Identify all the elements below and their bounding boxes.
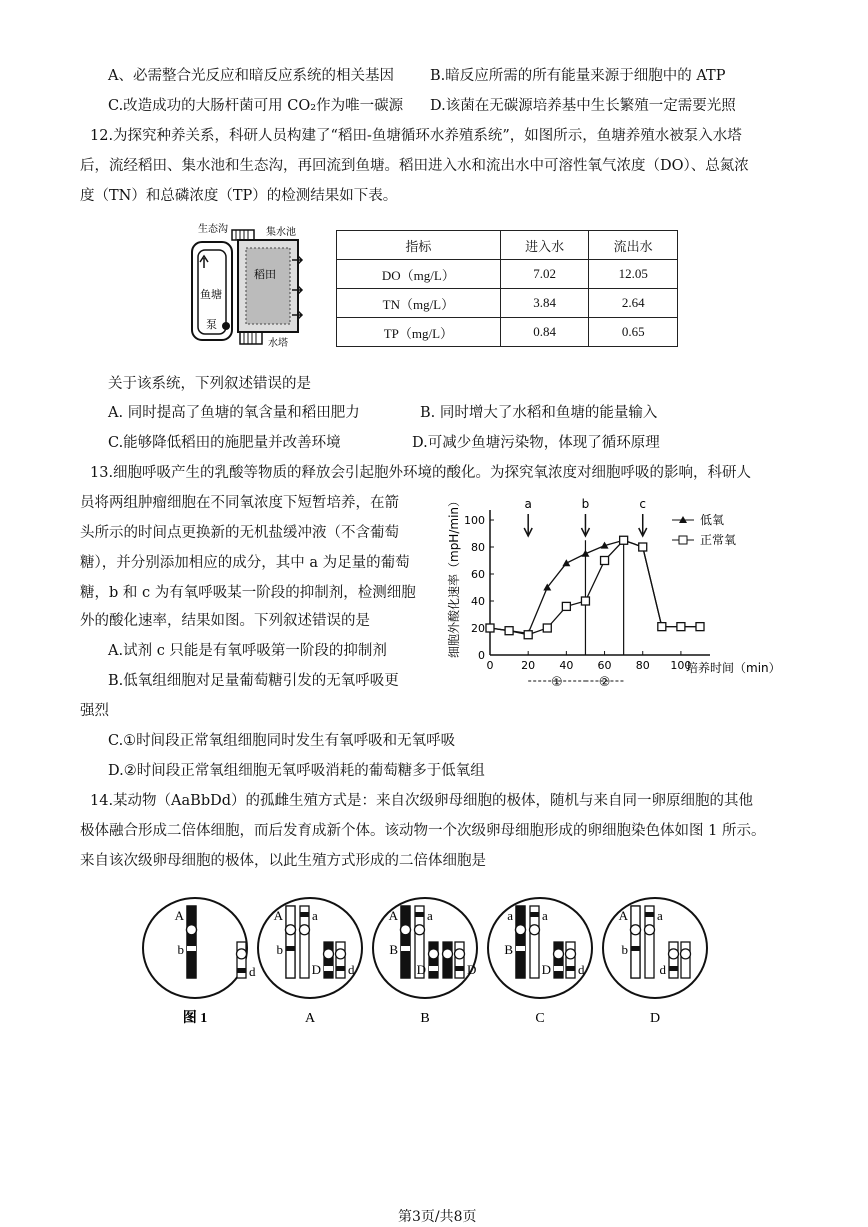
y-tick-label: 20: [471, 622, 485, 635]
square-point: [658, 623, 666, 631]
water-quality-table: [336, 230, 678, 347]
gene-band: [530, 912, 539, 917]
gene-band: [645, 912, 654, 917]
chromosome: [324, 942, 333, 978]
q13-option-d: D.②时间段正常氧组细胞无氧呼吸消耗的葡萄糖多于低氧组: [108, 763, 485, 779]
chromosome: [443, 942, 452, 978]
square-point: [562, 602, 570, 610]
cell-figure-A: [258, 898, 362, 1026]
x-tick-label: 60: [597, 659, 612, 672]
series-line-normal-oxygen: [490, 540, 700, 635]
q14-stem-2: 极体融合形成二倍体细胞，而后发育成新个体。该动物一个次级卵母细胞形成的卵细胞染色体如图 1 所示。: [80, 823, 766, 839]
y-tick-label: 60: [471, 568, 485, 581]
q13-stem-1: 13.细胞呼吸产生的乳酸等物质的释放会引起胞外环境的酸化。为探究氧浓度对细胞呼吸的影响，科研人: [90, 465, 752, 481]
gene-label: a: [312, 908, 318, 923]
gene-band: [566, 966, 575, 971]
table-cell: TP（mg/L）: [337, 318, 501, 347]
table-row: [337, 260, 678, 289]
gene-label: a: [427, 908, 433, 923]
centromere: [336, 949, 346, 959]
y-tick-label: 0: [478, 649, 485, 662]
q12-stem-3: 度（TN）和总磷浓度（TP）的检测结果如下表。: [80, 188, 398, 204]
centromere: [566, 949, 576, 959]
page-number: 第3页/共8页: [398, 1209, 477, 1225]
square-point: [543, 624, 551, 632]
arrow-label: c: [639, 497, 647, 511]
gene-label: a: [542, 908, 548, 923]
gene-label: A: [273, 908, 283, 923]
x-tick-label: 40: [559, 659, 574, 672]
gene-label: b: [621, 942, 628, 957]
q11-option-c: C.改造成功的大肠杆菌可用 CO₂作为唯一碳源: [108, 98, 404, 114]
chromosome: [429, 942, 438, 978]
x-tick-label: 20: [521, 659, 536, 672]
x-tick-label: 80: [635, 659, 650, 672]
chromosome: [669, 942, 678, 978]
centromere: [443, 949, 453, 959]
table-cell: TN（mg/L）: [337, 289, 501, 318]
centromere: [631, 925, 641, 935]
centromere: [324, 949, 334, 959]
square-point: [696, 623, 704, 631]
centromere: [530, 925, 540, 935]
centromere: [681, 949, 691, 959]
q11-option-a: A、必需整合光反应和暗反应系统的相关基因: [108, 68, 394, 84]
gene-label: A: [174, 908, 184, 923]
centromere: [554, 949, 564, 959]
gene-band: [429, 966, 438, 971]
gene-label: a: [657, 908, 663, 923]
arrow-label: b: [581, 497, 590, 511]
centromere: [516, 925, 526, 935]
gene-band: [300, 912, 309, 917]
square-point: [677, 623, 685, 631]
centromere: [286, 925, 296, 935]
gene-label: D: [467, 962, 477, 977]
cell-figure-fig1: [143, 898, 256, 1026]
q12-stem-1: 12.为探究种养关系，科研人员构建了“稻田-鱼塘循环水养殖系统”，如图所示，鱼塘养殖水被泵入水塔: [90, 128, 742, 144]
q11-option-d: D.该菌在无碳源培养基中生长繁殖一定需要光照: [430, 98, 736, 114]
q12-option-a: A. 同时提高了鱼塘的氧含量和稻田肥力: [108, 405, 360, 421]
centromere: [415, 925, 425, 935]
legend-square-icon: [679, 536, 687, 544]
centromere: [455, 949, 465, 959]
gene-label: b: [177, 942, 184, 957]
legend-label: 低氧: [700, 513, 725, 527]
q13-option-a: A.试剂 c 只能是有氧呼吸第一阶段的抑制剂: [108, 643, 387, 659]
gene-label: A: [388, 908, 398, 923]
gene-label: D: [416, 962, 426, 977]
collection-pool: [232, 230, 254, 240]
y-tick-label: 40: [471, 595, 485, 608]
q13-stem-line: 外的酸化速率，结果如图。下列叙述错误的是: [80, 613, 370, 629]
legend-label: 正常氧: [700, 533, 737, 547]
table-header: 指标: [337, 231, 501, 260]
interval-label: ①: [550, 675, 563, 690]
cell-figure-D: [603, 898, 707, 1026]
table-cell: 7.02: [500, 260, 589, 289]
label-tower: 水塔: [268, 338, 288, 349]
label-ecoditch: 生态沟: [198, 224, 228, 235]
gene-band: [237, 968, 246, 973]
figure-caption: C: [535, 1011, 545, 1026]
gene-band: [415, 912, 424, 917]
gene-label: d: [348, 962, 355, 977]
figure-caption: D: [649, 1011, 661, 1026]
centromere: [237, 949, 247, 959]
square-point: [639, 543, 647, 551]
centromere: [669, 949, 679, 959]
gene-band: [669, 966, 678, 971]
table-row: [337, 318, 678, 347]
gene-band: [187, 946, 196, 951]
gene-band: [401, 946, 410, 951]
square-point: [581, 597, 589, 605]
y-tick-label: 100: [464, 514, 485, 527]
series-line-low-oxygen: [490, 540, 700, 633]
q13-option-c: C.①时间段正常氧组细胞同时发生有氧呼吸和无氧呼吸: [108, 733, 456, 749]
centromere: [401, 925, 411, 935]
y-tick-label: 80: [471, 541, 485, 554]
chromosome: [336, 942, 345, 978]
chromosome: [187, 906, 196, 978]
water-tower: [240, 332, 262, 344]
q12-option-b: B. 同时增大了水稻和鱼塘的能量输入: [420, 405, 658, 421]
gene-label: B: [504, 942, 513, 957]
q13-stem-line: 头所示的时间点更换新的无机盐缓冲液（不含葡萄: [80, 525, 399, 541]
q12-question: 关于该系统，下列叙述错误的是: [108, 376, 311, 392]
triangle-point: [562, 559, 570, 566]
interval-label: ②: [598, 675, 611, 690]
chromosome: [286, 906, 295, 978]
square-point: [524, 631, 532, 639]
centromere: [187, 925, 197, 935]
q13-stem-line: 糖，b 和 c 为有氧呼吸某一阶段的抑制剂，检测细胞: [80, 585, 416, 601]
centromere: [645, 925, 655, 935]
q11-option-b: B.暗反应所需的所有能量来源于细胞中的 ATP: [430, 68, 726, 84]
q13-stem-line: 员将两组肿瘤细胞在不同氧浓度下短暂培养，在箭: [80, 495, 399, 511]
gene-label: D: [311, 962, 321, 977]
square-point: [486, 624, 494, 632]
table-cell: 2.64: [589, 289, 678, 318]
flow-arrow-icon: [200, 256, 208, 268]
gene-label: d: [578, 962, 585, 977]
acidification-rate-chart: [440, 490, 790, 700]
table-header: 进入水: [500, 231, 589, 260]
label-paddy: 稻田: [254, 268, 276, 281]
gene-label: A: [618, 908, 628, 923]
table-row: [337, 289, 678, 318]
table-cell: 12.05: [589, 260, 678, 289]
chromosome: [401, 906, 410, 978]
chromosome: [631, 906, 640, 978]
chromosome: [566, 942, 575, 978]
figure-caption: A: [304, 1011, 316, 1026]
gene-label: d: [249, 964, 256, 979]
table-header-row: [337, 231, 678, 260]
gene-band: [324, 966, 333, 971]
chromosome: [554, 942, 563, 978]
gene-band: [336, 966, 345, 971]
q13-stem-line: 糖），并分别添加相应的成分，其中 a 为足量的葡萄: [80, 555, 410, 571]
table-cell: 3.84: [500, 289, 589, 318]
chromosome: [681, 942, 690, 978]
label-pool: 集水池: [266, 227, 296, 238]
pump-icon: [222, 322, 230, 330]
q13-option-b-cont: 强烈: [80, 703, 109, 719]
q14-stem-1: 14.某动物（AaBbDd）的孤雌生殖方式是：来自次级卵母细胞的极体，随机与来自同一卵原细胞的其他: [90, 793, 754, 809]
gene-label: d: [659, 962, 666, 977]
gene-label: a: [507, 908, 513, 923]
centromere: [429, 949, 439, 959]
y-axis-label: 细胞外酸化速率（mpH/min）: [447, 494, 461, 658]
gene-band: [516, 946, 525, 951]
label-pond: 鱼塘: [200, 288, 222, 301]
table-cell: DO（mg/L）: [337, 260, 501, 289]
chromosome: [455, 942, 464, 978]
gene-label: B: [389, 942, 398, 957]
figure-caption: 图 1: [182, 1011, 208, 1026]
square-point: [601, 557, 609, 565]
gene-band: [554, 966, 563, 971]
square-point: [505, 627, 513, 635]
gene-band: [631, 946, 640, 951]
arrow-label: a: [524, 497, 532, 511]
x-tick-label: 0: [486, 659, 494, 672]
gene-band: [455, 966, 464, 971]
gene-band: [286, 946, 295, 951]
q12-option-d: D.可减少鱼塘污染物，体现了循环原理: [412, 435, 660, 451]
cell-figure-C: [488, 898, 592, 1026]
q14-stem-3: 来自该次级卵母细胞的极体，以此生殖方式形成的二倍体细胞是: [80, 853, 486, 869]
cell-figure-B: [373, 898, 477, 1026]
table-header: 流出水: [589, 231, 678, 260]
x-axis-label: 培养时间（min）: [686, 661, 781, 675]
label-pump: 泵: [206, 318, 217, 331]
x-tick-label: 100: [670, 659, 692, 672]
table-cell: 0.84: [500, 318, 589, 347]
table-cell: 0.65: [589, 318, 678, 347]
gene-label: D: [541, 962, 551, 977]
centromere: [300, 925, 310, 935]
figure-caption: B: [420, 1011, 430, 1026]
chromosome: [516, 906, 525, 978]
q13-option-b: B.低氧组细胞对足量葡萄糖引发的无氧呼吸更: [108, 673, 399, 689]
square-point: [620, 536, 628, 544]
chromosome-figures: [140, 896, 740, 1036]
rice-fish-system-diagram: [180, 220, 320, 350]
gene-label: b: [276, 942, 283, 957]
q12-stem-2: 后，流经稻田、集水池和生态沟，再回流到鱼塘。稻田进入水和流出水中可溶性氧气浓度（DO）、总氮浓: [80, 158, 749, 174]
q12-option-c: C.能够降低稻田的施肥量并改善环境: [108, 435, 341, 451]
